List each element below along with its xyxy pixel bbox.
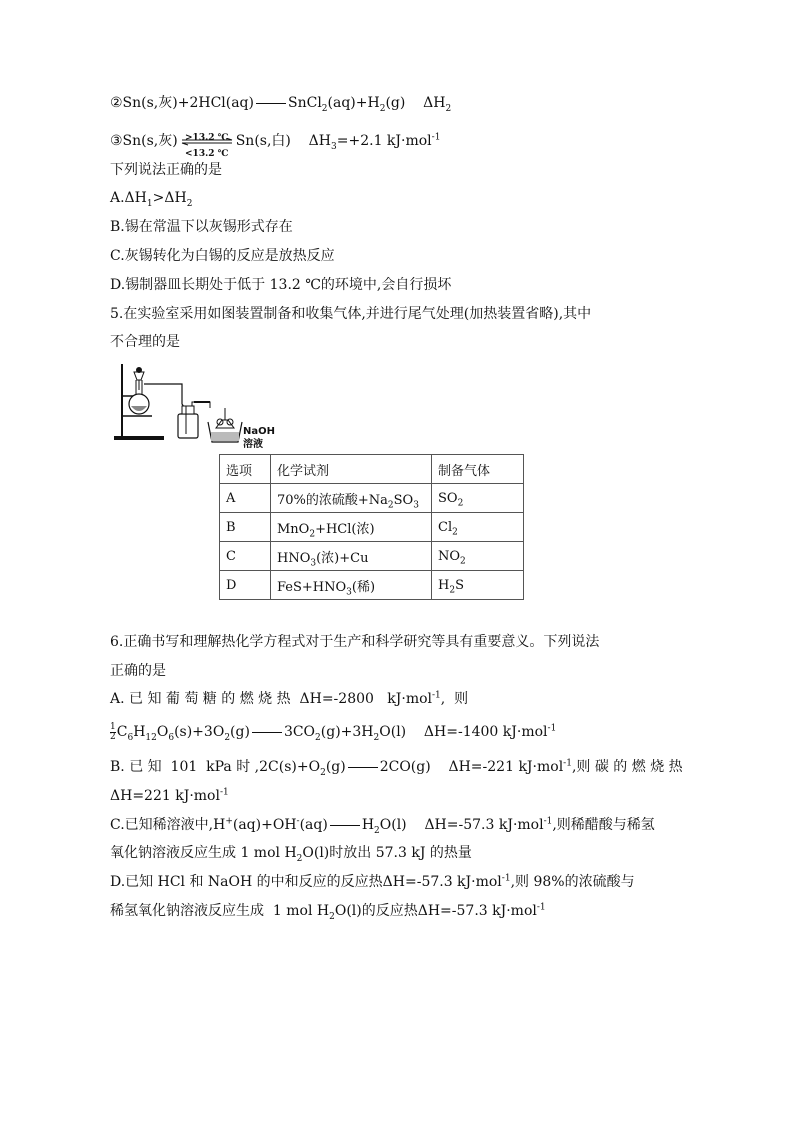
table-row: B MnO$_2$+HCl(浓) $Cl_2$ — [220, 513, 524, 542]
equation-3: ③Sn(s,灰) >13.2 ℃ <13.2 ℃ Sn(s,白) $\Delta H_3=+2.1$ kJ·mol$^{-1}$ — [110, 130, 440, 152]
header-gas: 制备气体 — [432, 455, 524, 484]
q6-option-a-line1: A. 已 知 葡 萄 糖 的 燃 烧 热 ΔH=-2800 kJ·mol$^{-1}$, 则 — [110, 690, 469, 707]
collection-bottle — [178, 414, 198, 438]
header-option: 选项 — [220, 455, 271, 484]
header-reagent: 化学试剂 — [271, 455, 432, 484]
q6-stem-line1: 6.正确书写和理解热化学方程式对于生产和科学研究等具有重要意义。下列说法 — [110, 634, 600, 650]
q4-option-a: $A.\Delta H_1>\Delta H_2$ — [110, 190, 193, 209]
reaction-equals-sign — [348, 767, 378, 768]
q4-option-b: B.锡在常温下以灰锡形式存在 — [110, 219, 293, 235]
reagent-options-table — [219, 454, 524, 600]
q6-option-c-line1: C.已知稀溶液中,H+(aq)+OH-(aq) $H_2O(l)$ ΔH=-57.3 kJ·mol$^{-1}$,则稀醋酸与稀氢 — [110, 816, 655, 836]
table-row: A 70%的浓硫酸$+Na_2SO_3$ $SO_2$ — [220, 484, 524, 513]
q6-stem-line2: 正确的是 — [110, 663, 166, 679]
q6-option-b-line2: ΔH=221 kJ·mol$^{-1}$ — [110, 787, 229, 804]
q5-stem-line1: 5.在实验室采用如图装置制备和收集气体,并进行尾气处理(加热装置省略),其中 — [110, 306, 592, 322]
table-header-row — [220, 455, 524, 484]
table-row: D $FeS+HNO_3$(稀) $H_2S$ — [220, 571, 524, 600]
q6-option-d-line2: 稀氢氧化钠溶液反应生成 1 mol $H_2O(l)$的反应热ΔH=-57.3 kJ·mol$^{-1}$ — [110, 902, 546, 922]
equilibrium-arrow-icon: >13.2 ℃ <13.2 ℃ — [180, 130, 234, 152]
inverted-funnel — [216, 420, 234, 428]
q4-stem: 下列说法正确的是 — [110, 162, 222, 178]
eq2-reactants: ②Sn(s,灰)+2HCl(aq) — [110, 95, 254, 111]
gas-apparatus-diagram — [108, 362, 248, 446]
fraction-one-half: $\frac{1}{2}$ — [110, 721, 116, 742]
reaction-equals-sign — [256, 103, 286, 104]
equation-2: ②Sn(s,灰)+2HCl(aq) $SnCl_2(aq)+H_2(g)$ $\Delta H_2$ — [110, 95, 452, 114]
q6-option-b-line1: B. 已 知 101 kPa 时 $,2C(s)+O_2(g)$ 2CO(g) ΔH=-221 kJ·mol$^{-1}$,则 碳 的 燃 烧 热 — [110, 758, 683, 778]
reaction-equals-sign — [252, 732, 282, 733]
q6-option-a-line2: $\frac{1}{2}$ $C_6H_{12}O_6(s)+3O_2(g)$ $3CO_2(g)+3H_2O(l)$ ΔH=-1400 kJ·mol$^{-1}$ — [110, 721, 557, 743]
reaction-equals-sign — [330, 825, 360, 826]
q6-option-d-line1: D.已知 HCl 和 NaOH 的中和反应的反应热ΔH=-57.3 kJ·mol$^{-1}$,则 98%的浓硫酸与 — [110, 873, 635, 890]
table-row: C $HNO_3$(浓)+Cu $NO_2$ — [220, 542, 524, 571]
q4-option-c: C.灰锡转化为白锡的反应是放热反应 — [110, 248, 335, 264]
q6-option-c-line2: 氧化钠溶液反应生成 1 mol $H_2O(l)$时放出 57.3 kJ 的热量 — [110, 845, 472, 864]
q5-stem-line2: 不合理的是 — [110, 334, 180, 350]
naoh-solution-label: NaOH 溶液 — [243, 426, 275, 450]
q4-option-d: D.锡制器皿长期处于低于 13.2 ℃的环境中,会自行损坏 — [110, 277, 452, 293]
separatory-funnel — [134, 372, 144, 380]
